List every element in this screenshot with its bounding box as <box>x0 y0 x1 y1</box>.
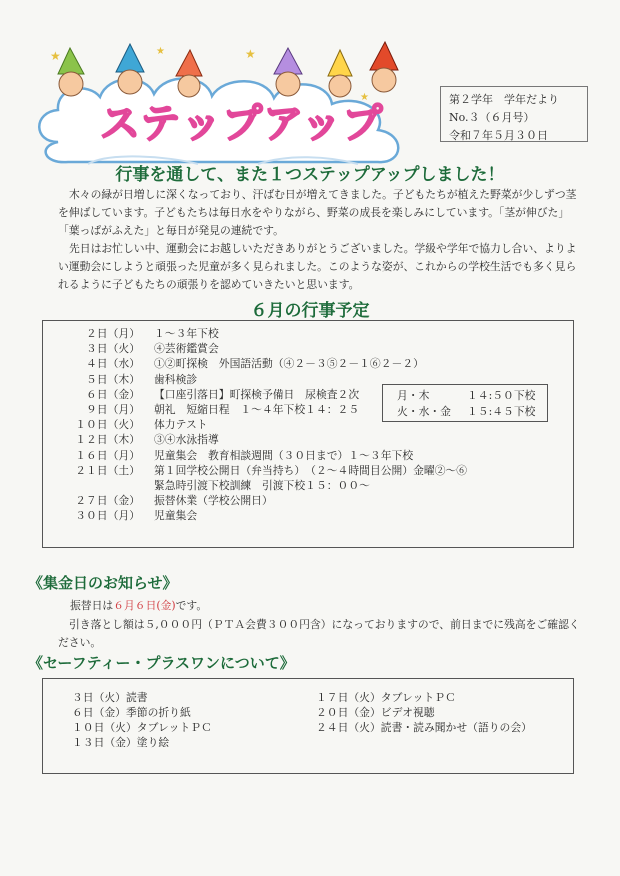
thanks-paragraph: 先日はお忙しい中、運動会にお越しいただきありがとうございました。学級や学年で協力し合い、よりよい運動会にしようと頑張った児童が多く見られました。このような姿が、これからの学校生活でも多く見られるように子どもたちの頑張りを認めていきたいと思います。 <box>58 242 577 291</box>
issue-number: No.３（６月号） <box>449 111 535 124</box>
schedule-date: １２日（木） <box>75 433 140 447</box>
schedule-date: ２７日（金） <box>75 494 140 508</box>
schedule-date: ２日（月） <box>86 327 140 340</box>
collection-suffix: です。 <box>175 599 208 612</box>
schedule-date: ３日（火） <box>86 342 140 356</box>
svg-text:★: ★ <box>360 92 369 103</box>
schedule-event: 体力テスト <box>154 418 208 432</box>
schedule-event: ④芸術鑑賞会 <box>154 342 219 356</box>
schedule-event: 児童集会 教育相談週間（３０日まで）１～３年下校 <box>154 448 414 462</box>
schedule-event: 第１回学校公開日（弁当持ち） （２～４時間目公開）金曜②～⑥ <box>154 463 468 477</box>
dismissal-time: １５:４５下校 <box>467 405 536 418</box>
intro-paragraph: 木々の緑が日増しに深くなっており、汗ばむ日が増えてきました。子どもたちが植えた野菜が少しずつ茎を伸ばしています。子どもたちは毎日水をやりながら、野菜の成長を楽しみにしています。「茎が伸びた」「葉っぱがふえた」と毎日が発見の連続です。 <box>58 188 577 237</box>
schedule-row <box>60 326 219 341</box>
collection-date-line <box>70 597 207 615</box>
schedule-row <box>60 402 359 417</box>
dismissal-time: １４:５０下校 <box>467 389 536 402</box>
schedule-row <box>60 356 424 371</box>
dismissal-row <box>397 388 547 404</box>
svg-text:★: ★ <box>156 46 165 57</box>
schedule-date: ２１日（土） <box>75 463 140 477</box>
schedule-event: １～３年下校 <box>154 327 219 340</box>
schedule-date: ５日（木） <box>86 372 140 386</box>
schedule-row <box>60 432 219 447</box>
schedule-date: １６日（月） <box>75 448 140 462</box>
grade-label: 第２学年 学年だより <box>449 93 559 106</box>
safety-item: ２０日（金）ビデオ視聴 <box>316 706 435 719</box>
schedule-title: ６月の行事予定 <box>250 301 370 321</box>
collection-title: 《集金日のお知らせ》 <box>28 574 178 592</box>
schedule-date: ４日（水） <box>86 357 140 371</box>
schedule-event: 歯科検診 <box>154 372 198 386</box>
schedule-event: 振替休業（学校公開日） <box>154 494 273 508</box>
svg-text:★: ★ <box>50 49 61 63</box>
schedule-row <box>60 463 467 478</box>
safety-title: 《セーフティー・プラスワンについて》 <box>28 654 295 672</box>
schedule-date: ９日（月） <box>86 403 140 416</box>
dismissal-days: 月・木 <box>397 389 430 402</box>
schedule-event: 【口座引落日】町探検予備日 尿検査２次 <box>154 387 360 401</box>
safety-item: ６日（金）季節の折り紙 <box>72 706 191 719</box>
schedule-date: ６日（金） <box>86 387 140 401</box>
dismissal-times-box <box>382 384 548 422</box>
safety-item: １３日（金）塗り絵 <box>72 736 170 749</box>
issue-date: 令和７年５月３０日 <box>449 129 548 142</box>
safety-item: ２４日（火）読書・読み聞かせ（語りの会） <box>316 721 532 734</box>
collection-prefix: 振替日は <box>70 599 114 612</box>
safety-item: １０日（火）タブレットＰＣ <box>72 721 212 734</box>
schedule-event: ③④水泳指導 <box>154 433 219 447</box>
safety-item: １７日（火）タブレットＰＣ <box>316 691 456 704</box>
schedule-row <box>60 448 413 463</box>
schedule-row <box>60 341 219 356</box>
safety-item: ３日（火）読書 <box>72 691 148 704</box>
schedule-event: 児童集会 <box>154 509 198 523</box>
schedule-date: １０日（火） <box>75 418 140 432</box>
schedule-date: ３０日（月） <box>75 509 140 523</box>
schedule-row <box>60 478 370 493</box>
schedule-event: ①②町探検 外国語活動（④２－３⑤２－１⑥２－２） <box>154 357 424 371</box>
schedule-event: 緊急時引渡下校訓練 引渡下校１５：００～ <box>154 479 370 492</box>
newsletter-title: ステップアップ <box>100 101 384 147</box>
schedule-event: 朝礼 短縮日程 １～４年下校１４：２５ <box>154 403 360 416</box>
svg-text:★: ★ <box>245 47 256 61</box>
collection-date: ６月６日(金) <box>113 599 176 612</box>
schedule-row <box>60 508 197 523</box>
dismissal-days: 火・水・金 <box>397 405 451 418</box>
issue-info-box <box>440 86 588 142</box>
schedule-row <box>60 417 208 432</box>
schedule-row <box>60 493 273 508</box>
headline: 行事を通して、また１つステップアップしました！ <box>115 165 505 185</box>
schedule-row <box>60 372 197 387</box>
dismissal-row <box>397 404 547 420</box>
schedule-row <box>60 387 359 402</box>
collection-amount-text: 引き落とし額は５,０００円（ＰＴＡ会費３００円含）になっておりますので、前日までに残高をご確認ください。 <box>58 618 580 649</box>
